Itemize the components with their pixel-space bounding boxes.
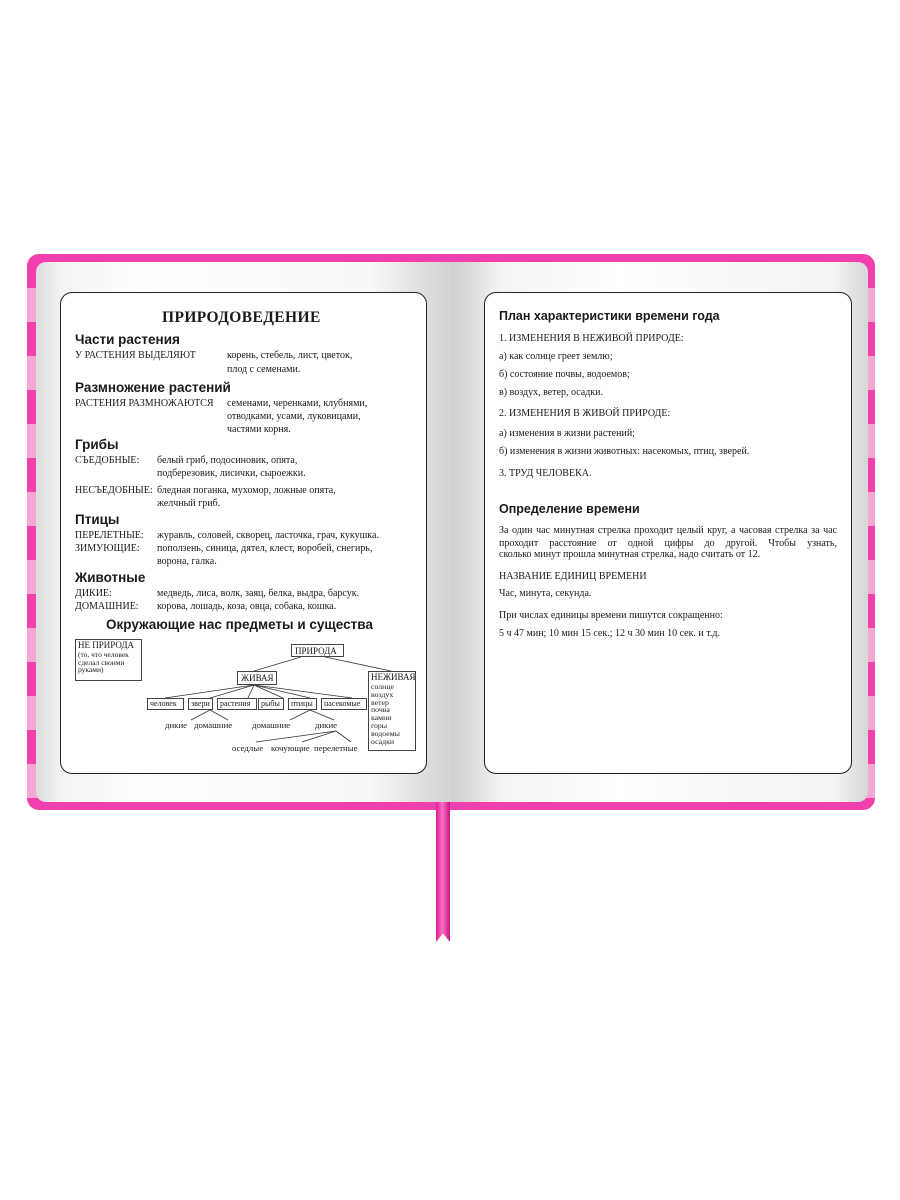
time-units-title: НАЗВАНИЕ ЕДИНИЦ ВРЕМЕНИ (499, 571, 647, 582)
time-paragraph: За один час минутная стрелка проходит целый круг, а часовая стрелка за час проходит расстояние от одной цифры до другой. Чтобы узнать, (499, 525, 837, 549)
reproduction-label: РАСТЕНИЯ РАЗМНОЖАЮТСЯ (75, 398, 214, 409)
inedible-mushrooms-label: НЕСЪЕДОБНЫЕ: (75, 485, 153, 496)
reproduction-line3: частями корня. (227, 424, 291, 435)
not-nature-note-1: (то, что человек (78, 650, 129, 659)
left-page (36, 262, 452, 802)
nonliving-box (368, 671, 416, 751)
reproduction-line1: семенами, черенками, клубнями, (227, 398, 368, 409)
season-plan-item-1a: а) как солнце греет землю; (499, 351, 613, 362)
time-heading: Определение времени (499, 502, 640, 516)
nonliving-item: осадки (371, 736, 395, 746)
birds-heading: Птицы (75, 512, 120, 527)
wild-birds-nomadic: кочующие (271, 743, 310, 753)
wintering-birds-line1: поползень, синица, дятел, клест, воробей, снегирь, (157, 543, 373, 554)
nonliving-item: ветер (371, 697, 389, 707)
left-panel (60, 292, 427, 774)
birds-wild-label: дикие (315, 720, 338, 730)
living-item-fish: рыбы (258, 698, 284, 710)
diagram-heading: Окружающие нас предметы и существа (106, 617, 373, 632)
living-item-beasts: звери (188, 698, 213, 710)
plant-parts-line1: корень, стебель, лист, цветок, (227, 350, 353, 361)
beasts-wild-label: дикие (165, 720, 188, 730)
plant-parts-heading: Части растения (75, 332, 180, 347)
season-plan-item-2b: б) изменения в жизни животных: насекомых, птиц, зверей. (499, 446, 750, 457)
birds-domestic-label: домашние (252, 720, 291, 730)
not-nature-box (75, 639, 142, 681)
season-plan-item-2a: а) изменения в жизни растений; (499, 428, 635, 439)
edible-mushrooms-line1: белый гриб, подосиновик, опята, (157, 455, 298, 466)
not-nature-note-3: руками) (78, 665, 104, 674)
inedible-mushrooms-line1: бледная поганка, мухомор, ложные опята, (157, 485, 336, 496)
wintering-birds-line2: ворона, галка. (157, 556, 217, 567)
beasts-domestic-label: домашние (194, 720, 233, 730)
living-box: ЖИВАЯ (237, 671, 277, 685)
domestic-animals-label: ДОМАШНИЕ: (75, 601, 139, 612)
plant-parts-label: У РАСТЕНИЯ ВЫДЕЛЯЮТ (75, 350, 196, 361)
wild-animals-label: ДИКИЕ: (75, 588, 112, 599)
wild-birds-sedentary: оседлые (232, 743, 264, 753)
wild-animals-value: медведь, лиса, волк, заяц, белка, выдра, барсук. (157, 588, 360, 599)
right-panel (484, 292, 852, 774)
living-item-human: человек (147, 698, 184, 710)
season-plan-item-1: 1. ИЗМЕНЕНИЯ В НЕЖИВОЙ ПРИРОДЕ: (499, 333, 684, 344)
edible-mushrooms-label: СЪЕДОБНЫЕ: (75, 455, 140, 466)
page-title: ПРИРОДОВЕДЕНИЕ (162, 309, 321, 326)
nonliving-item: солнце (371, 682, 394, 691)
bookmark-ribbon (436, 800, 450, 942)
wintering-birds-label: ЗИМУЮЩИЕ: (75, 543, 140, 554)
time-paragraph-last-line: сколько минут прошла минутная стрелка, надо считать от 12. (499, 549, 761, 560)
reproduction-heading: Размножение растений (75, 380, 231, 395)
nonliving-item: горы (371, 720, 388, 730)
not-nature-label: НЕ ПРИРОДА (78, 640, 135, 650)
reproduction-line2: отводками, усами, луковицами, (227, 411, 361, 422)
living-item-birds: птицы (288, 698, 317, 710)
nonliving-item: почва (371, 705, 390, 715)
season-plan-heading: План характеристики времени года (499, 309, 720, 323)
nonliving-item: камни (371, 713, 392, 723)
animals-heading: Животные (75, 570, 146, 585)
time-abbr-examples: 5 ч 47 мин; 10 мин 15 сек.; 12 ч 30 мин 10 сек. и т.д. (499, 628, 720, 639)
inedible-mushrooms-line2: желчный гриб. (157, 498, 221, 509)
time-abbr-intro: При числах единицы времени пишутся сокращенно: (499, 610, 723, 621)
nature-box: ПРИРОДА (291, 644, 344, 657)
time-units: Час, минута, секунда. (499, 588, 592, 599)
migratory-birds-value: журавль, соловей, скворец, ласточка, грач, кукушка. (157, 530, 379, 541)
wild-birds-migratory: перелетные (314, 743, 358, 753)
mushrooms-heading: Грибы (75, 437, 119, 452)
season-plan-item-2: 2. ИЗМЕНЕНИЯ В ЖИВОЙ ПРИРОДЕ: (499, 408, 671, 419)
living-item-plants: растения (217, 698, 257, 710)
living-item-insects: насекомые (321, 698, 367, 710)
open-notebook (36, 262, 868, 802)
migratory-birds-label: ПЕРЕЛЕТНЫЕ: (75, 530, 144, 541)
nonliving-item: воздух (371, 689, 394, 699)
season-plan-item-1b: б) состояние почвы, водоемов; (499, 369, 630, 380)
season-plan-item-3: 3. ТРУД ЧЕЛОВЕКА. (499, 468, 592, 479)
nonliving-item: водоемы (371, 728, 400, 738)
edible-mushrooms-line2: подберезовик, лисички, сыроежки. (157, 468, 306, 479)
domestic-animals-value: корова, лошадь, коза, овца, собака, кошка. (157, 601, 337, 612)
not-nature-note-2: сделал своими (78, 657, 125, 667)
plant-parts-line2: плод с семенами. (227, 364, 301, 375)
nonliving-label: НЕЖИВАЯ (371, 672, 416, 682)
season-plan-item-1c: в) воздух, ветер, осадки. (499, 387, 604, 398)
